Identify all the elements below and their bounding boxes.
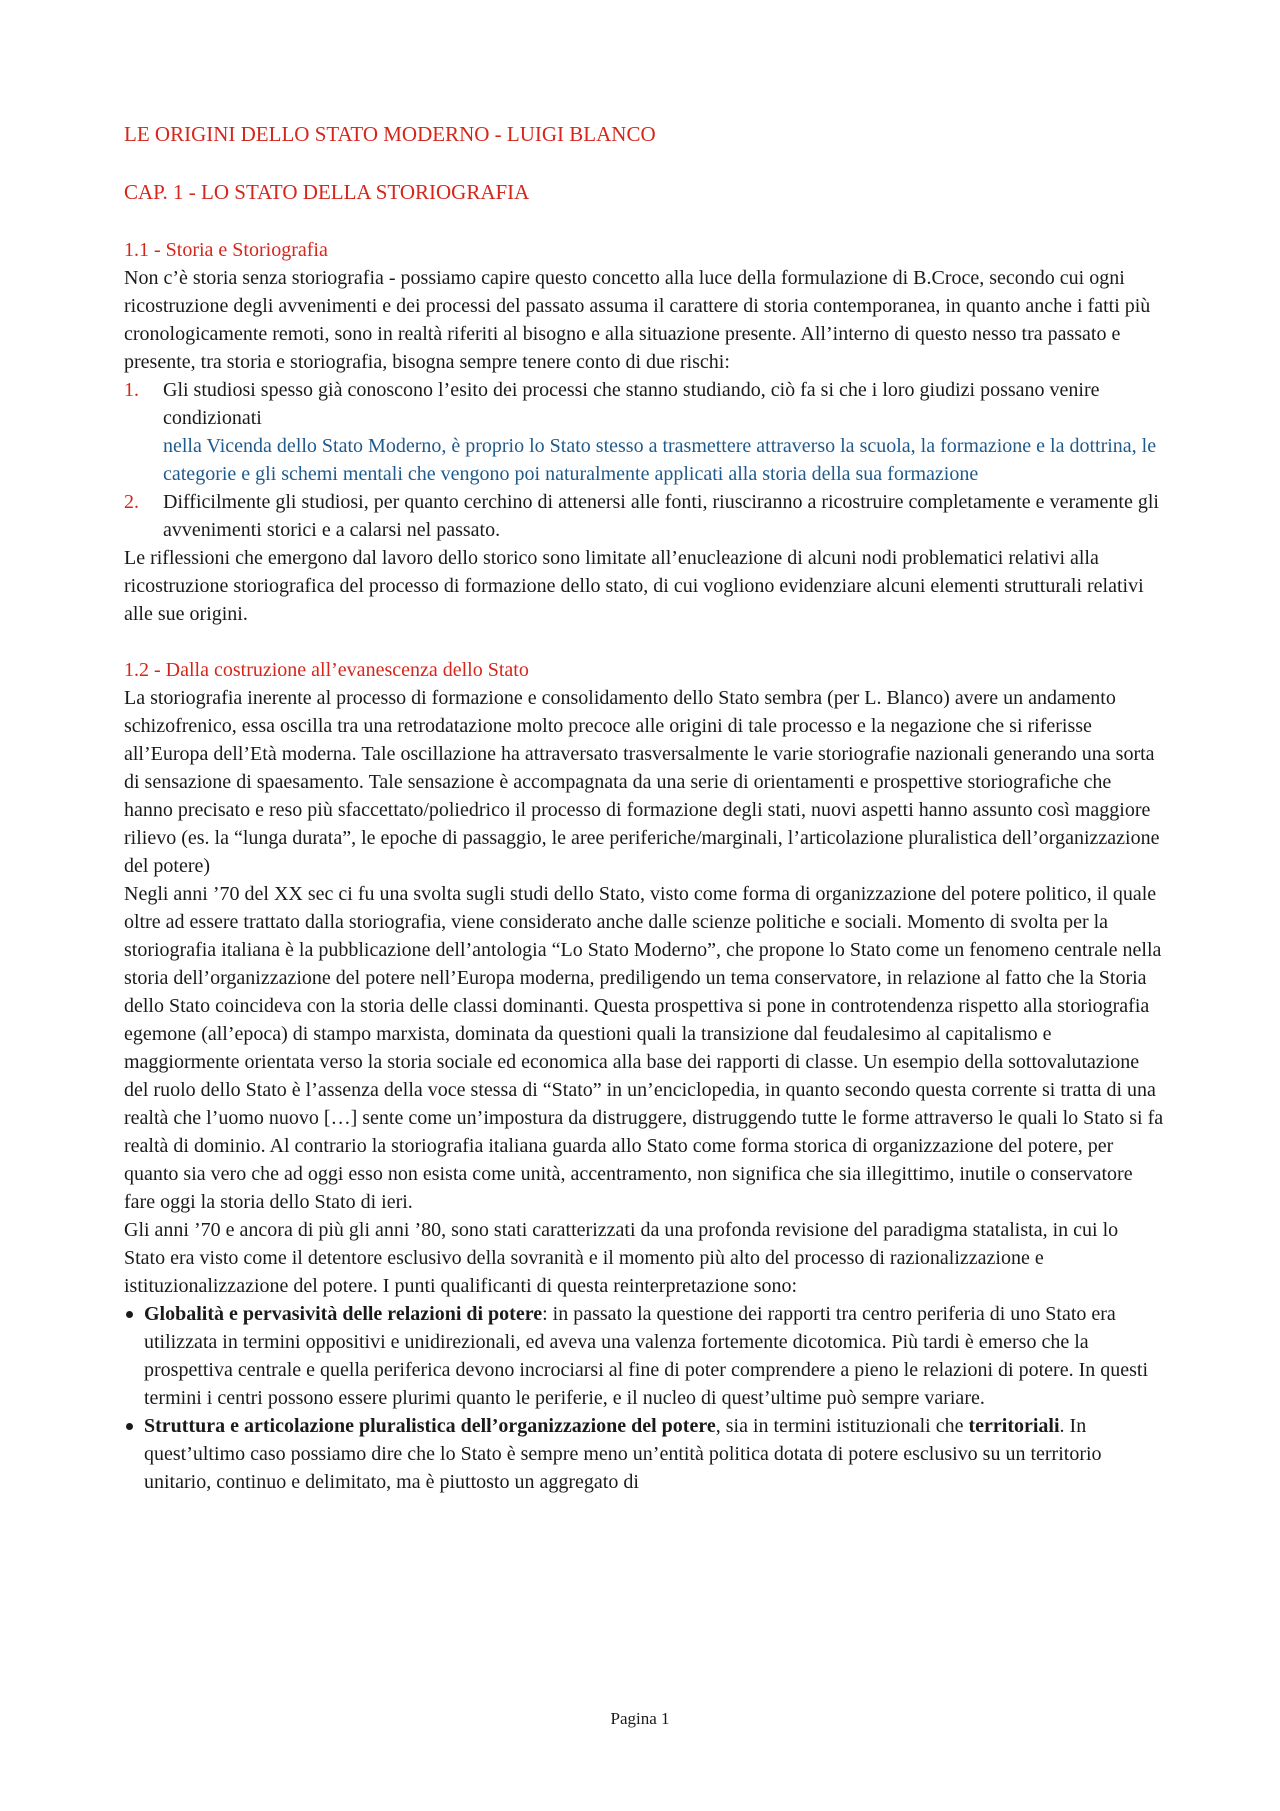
list-item: [124, 488, 1164, 544]
list-item: [124, 1300, 1164, 1412]
list-item: [124, 1412, 1164, 1496]
list-number: 2.: [124, 491, 139, 513]
section-2-paragraph-1: La storiografia inerente al processo di formazione e consolidamento dello Stato sembra (per L. Blanco) avere un andamento schizofrenico, essa oscilla tra una retrodatazione molto precoce alle origini di tale processo e la negazione che si riferisse all’Europa dell’Età moderna. Tale oscillazione ha attraversato trasversalmente le varie storiografie nazionali generando una sorta di sensazione di spaesamento. Tale sensazione è accompagnata da una serie di orientamenti e prospettive storiografiche che hanno precisato e reso più sfaccettato/poliedrico il processo di formazione degli stati, nuovi aspetti hanno assunto così maggiore rilievo (es. la “lunga durata”, le epoche di passaggio, le aree periferiche/marginali, l’articolazione pluralistica dell’organizzazione del potere): [124, 687, 1160, 877]
bullet-text: : in passato la questione dei rapporti tra centro periferia di uno Stato era utilizzata in termini oppositivi e unidirezionali, ed aveva una valenza fortemente dicotomica. Più tardi è emerso che la prospettiva centrale e quella periferica devono incrociarsi al fine di poter comprendere a pieno le relazioni di potere. In questi termini i centri possono essere plurimi quanto le periferie, e il nucleo di quest’ultime può sempre variare.: [144, 1303, 1149, 1409]
section-2-paragraph-2: Negli anni ’70 del XX sec ci fu una svolta sugli studi dello Stato, visto come forma di organizzazione del potere politico, il quale oltre ad essere trattato dalla storiografia, viene considerato anche dalle scienze politiche e sociali. Momento di svolta per la storiografia italiana è la pubblicazione dell’antologia “Lo Stato Moderno”, che propone lo Stato come un fenomeno centrale nella storia dell’organizzazione del potere nell’Europa moderna, prediligendo un tema conservatore, in relazione al fatto che la Storia dello Stato coincideva con la storia delle classi dominanti. Questa prospettiva si pone in controtendenza rispetto alla storiografia egemone (all’epoca) di stampo marxista, dominata da questioni quali la transizione dal feudalesimo al capitalismo e maggiormente orientata verso la storia sociale ed economica alla base dei rapporti di classe. Un esempio della sottovalutazione del ruolo dello Stato è l’assenza della voce stessa di “Stato” in un’enciclopedia, in quanto secondo questa corrente si tratta di una realtà che l’uomo nuovo […] sente come un’impostura da distruggere, distruggendo tutte le forme attraverso le quali lo Stato si fa realtà di dominio. Al contrario la storiografia italiana guarda allo Stato come forma storica di organizzazione del potere, per quanto sia vero che ad oggi esso non esista come unità, accentramento, non significa che sia illegittimo, inutile o conservatore fare oggi la storia dello Stato di ieri.: [124, 883, 1164, 1213]
document-title: LE ORIGINI DELLO STATO MODERNO - LUIGI BLANCO: [124, 122, 656, 146]
section-heading-1-2: 1.2 - Dalla costruzione all’evanescenza dello Stato: [124, 659, 529, 681]
bullet-bold-term: territoriali: [968, 1415, 1060, 1437]
risks-list: [124, 376, 1164, 544]
bullet-text-continued: . In quest’ultimo caso possiamo dire che lo Stato è sempre meno un’entità politica dotata di potere esclusivo su un territorio unitario, continuo e delimitato, ma è piuttosto un aggregato di: [144, 1415, 1102, 1493]
bullet-bold-lead: Struttura e articolazione pluralistica dell’organizzazione del potere: [144, 1415, 716, 1437]
bullet-text: , sia in termini istituzionali che: [715, 1415, 969, 1437]
document-body: [124, 120, 1164, 1496]
list-item-note: nella Vicenda dello Stato Moderno, è proprio lo Stato stesso a trasmettere attraverso la scuola, la formazione e la dottrina, le categorie e gli schemi mentali che vengono poi naturalmente applicati alla storia della sua formazione: [163, 435, 1157, 485]
spacer: [124, 628, 1164, 656]
list-item-text: Gli studiosi spesso già conoscono l’esito dei processi che stanno studiando, ciò fa si che i loro giudizi possano venire condizionati: [163, 379, 1100, 429]
reinterpretation-points: [124, 1300, 1164, 1496]
section-1-outro: Le riflessioni che emergono dal lavoro dello storico sono limitate all’enucleazione di alcuni nodi problematici relativi alla ricostruzione storiografica del processo di formazione dello stato, di cui vogliono evidenziare alcuni elementi strutturali relativi alle sue origini.: [124, 547, 1144, 625]
list-item-text: Difficilmente gli studiosi, per quanto cerchino di attenersi alle fonti, riusciranno a ricostruire completamente e veramente gli avvenimenti storici e a calarsi nel passato.: [163, 491, 1159, 541]
list-number: 1.: [124, 379, 139, 401]
bullet-bold-lead: Globalità e pervasività delle relazioni di potere: [144, 1303, 543, 1325]
section-heading-1-1: 1.1 - Storia e Storiografia: [124, 239, 328, 261]
chapter-heading: CAP. 1 - LO STATO DELLA STORIOGRAFIA: [124, 180, 530, 204]
section-2-paragraph-3: Gli anni ’70 e ancora di più gli anni ’80, sono stati caratterizzati da una profonda revisione del paradigma statalista, in cui lo Stato era visto come il detentore esclusivo della sovranità e il momento più alto del processo di razionalizzazione e istituzionalizzazione del potere. I punti qualificanti di questa reinterpretazione sono:: [124, 1219, 1119, 1297]
bullet-icon: [126, 1311, 133, 1318]
section-1-intro: Non c’è storia senza storiografia - possiamo capire questo concetto alla luce della formulazione di B.Croce, secondo cui ogni ricostruzione degli avvenimenti e dei processi del passato assuma il carattere di storia contemporanea, in quanto anche i fatti più cronologicamente remoti, sono in realtà riferiti al bisogno e alla situazione presente. All’interno di questo nesso tra passato e presente, tra storia e storiografia, bisogna sempre tenere conto di due rischi:: [124, 267, 1151, 373]
bullet-icon: [126, 1423, 133, 1430]
list-item: [124, 376, 1164, 488]
page-footer: Pagina 1: [610, 1709, 670, 1728]
